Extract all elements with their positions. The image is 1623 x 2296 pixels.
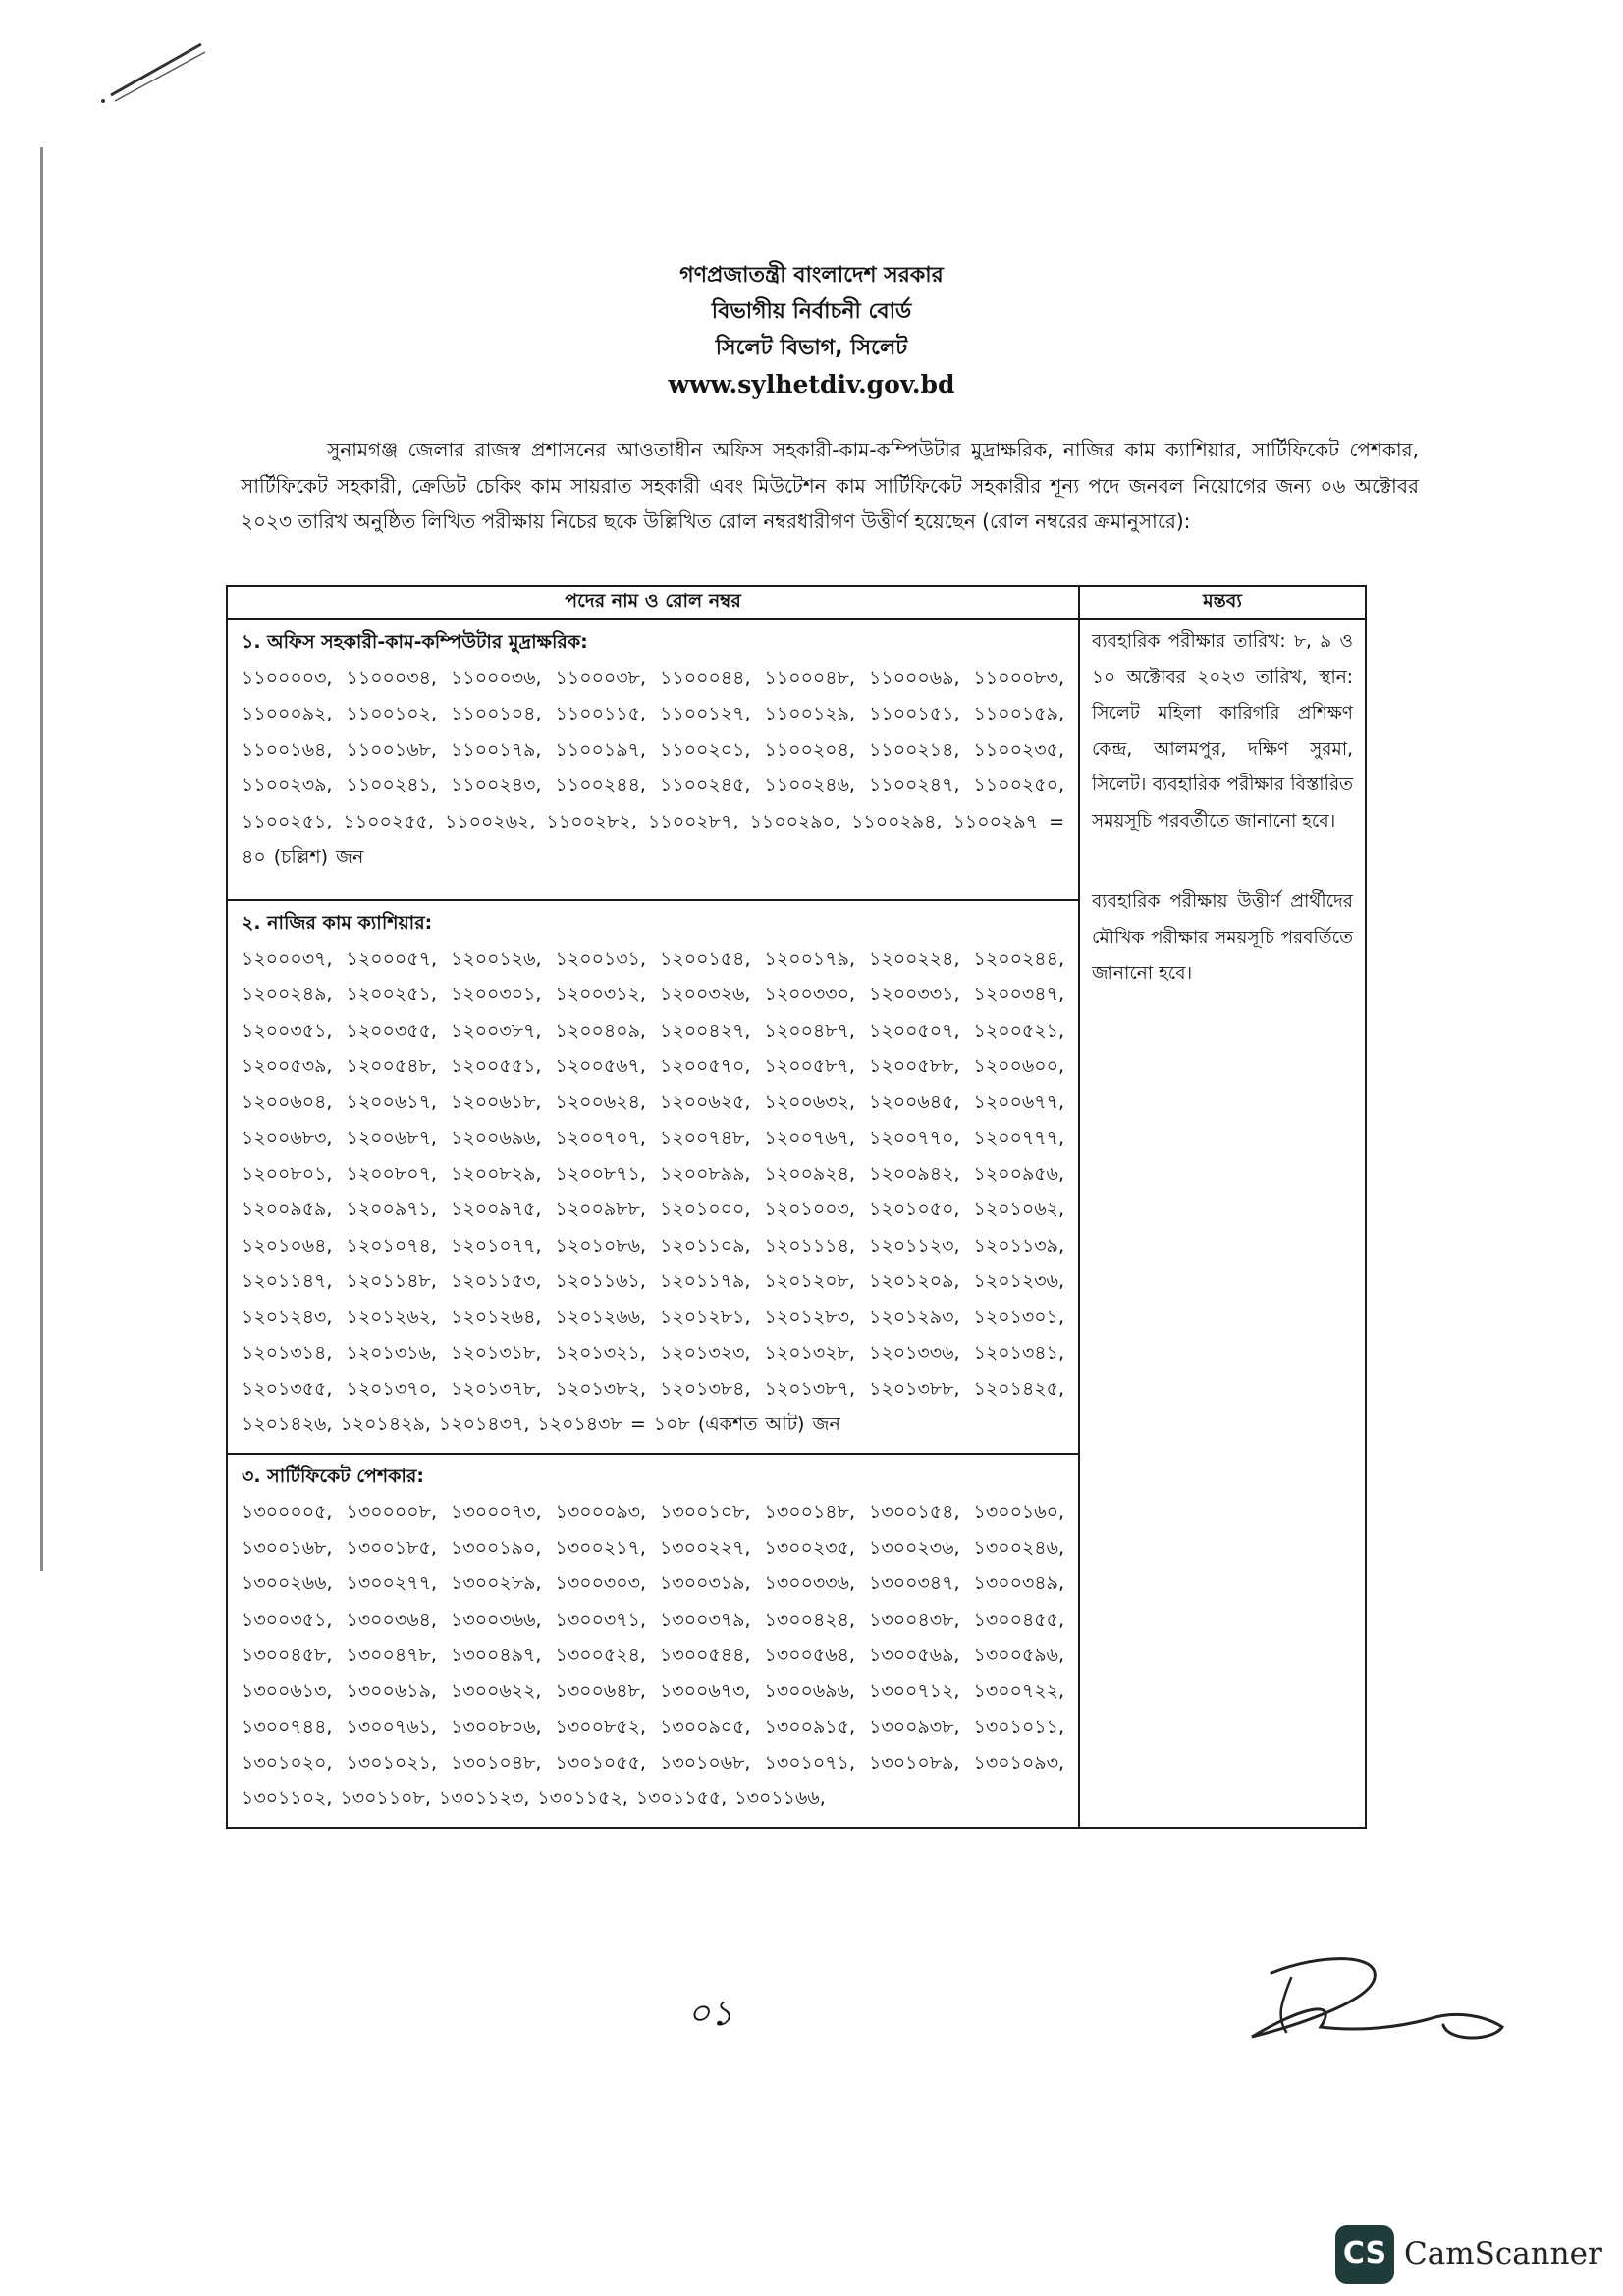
- roll-numbers: ১১০০০০৩, ১১০০০৩৪, ১১০০০৩৬, ১১০০০৩৮, ১১০০০৪৪, ১১০০০৪৮, ১১০০০৬৯, ১১০০০৮৩, ১১০০০৯২, ১১০০১০২, ১১০০১০৪, ১১০০১১৫, ১১০০১২৭, ১১০০১২৯, ১১০০১৫১, ১১০০১৫৯, ১১০০১৬৪, ১১০০১৬৮, ১১০০১৭৯, ১১০০১৯৭, ১১০০২০১, ১১০০২০৪, ১১০০২১৪, ১১০০২৩৫, ১১০০২৩৯, ১১০০২৪১, ১১০০২৪৩, ১১০০২৪৪, ১১০০২৪৫, ১১০০২৪৬, ১১০০২৪৭, ১১০০২৫০, ১১০০২৫১, ১১০০২৫৫, ১১০০২৬২, ১১০০২৮২, ১১০০২৮৭, ১১০০২৯০, ১১০০২৯৪, ১১০০২৯৭ = ৪০ (চল্লিশ) জন: [242, 667, 1064, 868]
- post-title: ৩. সার্টিফিকেট পেশকার:: [242, 1465, 424, 1487]
- post-cell-nazir-cashier: [227, 900, 1079, 1454]
- board-name: বিভাগীয় নির্বাচনী বোর্ড: [711, 299, 912, 324]
- viva-exam-remark: ব্যবহারিক পরীক্ষায় উত্তীর্ণ প্রার্থীদের মৌখিক পরীক্ষার সময়সূচি পরবর্তিতে জানানো হবে।: [1092, 891, 1353, 984]
- website-address: www.sylhetdiv.gov.bd: [668, 370, 955, 399]
- post-roll-header: পদের নাম ও রোল নম্বর: [227, 586, 1079, 619]
- post-title: ১. অফিস সহকারী-কাম-কম্পিউটার মুদ্রাক্ষরিক:: [242, 631, 588, 653]
- page-number: ০১: [687, 1994, 733, 2034]
- camscanner-badge-text: CS: [1342, 2236, 1387, 2270]
- division-name: সিলেট বিভাগ, সিলেট: [715, 336, 908, 360]
- post-cell-certificate-peshkar: [227, 1454, 1079, 1828]
- post-title: ২. নাজির কাম ক্যাশিয়ার:: [242, 912, 433, 934]
- roll-numbers: ১২০০০৩৭, ১২০০০৫৭, ১২০০১২৬, ১২০০১৩১, ১২০০১৫৪, ১২০০১৭৯, ১২০০২২৪, ১২০০২৪৪, ১২০০২৪৯, ১২০০২৫১, ১২০০৩০১, ১২০০৩১২, ১২০০৩২৬, ১২০০৩৩০, ১২০০৩৩১, ১২০০৩৪৭, ১২০০৩৫১, ১২০০৩৫৫, ১২০০৩৮৭, ১২০০৪০৯, ১২০০৪২৭, ১২০০৪৮৭, ১২০০৫০৭, ১২০০৫২১, ১২০০৫৩৯, ১২০০৫৪৮, ১২০০৫৫১, ১২০০৫৬৭, ১২০০৫৭০, ১২০০৫৮৭, ১২০০৫৮৮, ১২০০৬০০, ১২০০৬০৪, ১২০০৬১৭, ১২০০৬১৮, ১২০০৬২৪, ১২০০৬২৫, ১২০০৬৩২, ১২০০৬৪৫, ১২০০৬৭৭, ১২০০৬৮৩, ১২০০৬৮৭, ১২০০৬৯৬, ১২০০৭০৭, ১২০০৭৪৮, ১২০০৭৬৭, ১২০০৭৭০, ১২০০৭৭৭, ১২০০৮০১, ১২০০৮০৭, ১২০০৮২৯, ১২০০৮৭১, ১২০০৮৯৯, ১২০০৯২৪, ১২০০৯৪২, ১২০০৯৫৬, ১২০০৯৫৯, ১২০০৯৭১, ১২০০৯৭৫, ১২০০৯৮৮, ১২০১০০০, ১২০১০০৩, ১২০১০৫০, ১২০১০৬২, ১২০১০৬৪, ১২০১০৭৪, ১২০১০৭৭, ১২০১০৮৬, ১২০১১০৯, ১২০১১১৪, ১২০১১২৩, ১২০১১৩৯, ১২০১১৪৭, ১২০১১৪৮, ১২০১১৫৩, ১২০১১৬১, ১২০১১৭৯, ১২০১২০৮, ১২০১২০৯, ১২০১২৩৬, ১২০১২৪৩, ১২০১২৬২, ১২০১২৬৪, ১২০১২৬৬, ১২০১২৮১, ১২০১২৮৩, ১২০১২৯৩, ১২০১৩০১, ১২০১৩১৪, ১২০১৩১৬, ১২০১৩১৮, ১২০১৩২১, ১২০১৩২৩, ১২০১৩২৮, ১২০১৩৩৬, ১২০১৩৪১, ১২০১৩৫৫, ১২০১৩৭০, ১২০১৩৭৮, ১২০১৩৮২, ১২০১৩৮৪, ১২০১৩৮৭, ১২০১৩৮৮, ১২০১৪২৫, ১২০১৪২৬, ১২০১৪২৯, ১২০১৪৩৭, ১২০১৪৩৮ = ১০৮ (একশত আট) জন: [242, 947, 1064, 1435]
- practical-exam-remark: ব্যবহারিক পরীক্ষার তারিখ: ৮, ৯ ও ১০ অক্টোবর ২০২৩ তারিখ, স্থান: সিলেট মহিলা কারিগরি প্রশিক্ষণ কেন্দ্র, আলমপুর, দক্ষিণ সুরমা, সিলেট। ব্যবহারিক পরীক্ষার বিস্তারিত সময়সূচি পরবর্তীতে জানানো হবে।: [1092, 631, 1353, 831]
- intro-paragraph: [241, 432, 1419, 540]
- camscanner-watermark-text: CamScanner: [1404, 2236, 1602, 2271]
- remarks-cell: [1079, 619, 1366, 1828]
- scan-artifact-mark: [93, 34, 211, 113]
- results-table: [226, 585, 1367, 1829]
- remarks-header: মন্তব্য: [1079, 586, 1366, 619]
- intro-text: সুনামগঞ্জ জেলার রাজস্ব প্রশাসনের আওতাধীন অফিস সহকারী-কাম-কম্পিউটার মুদ্রাক্ষরিক, নাজির কাম ক্যাশিয়ার, সার্টিফিকেট পেশকার, সার্টিফিকেট সহকারী, ক্রেডিট চেকিং কাম সায়রাত সহকারী এবং মিউটেশন কাম সার্টিফিকেট সহকারীর শূন্য পদে জনবল নিয়োগের জন্য ০৬ অক্টোবর ২০২৩ তারিখ অনুষ্ঠিত লিখিত পরীক্ষায় নিচের ছকে উল্লিখিত রোল নম্বরধারীগণ উত্তীর্ণ হয়েছেন (রোল নম্বরের ক্রমানুসারে):: [241, 438, 1419, 533]
- camscanner-logo: [1335, 2225, 1394, 2284]
- table-row: [227, 619, 1366, 900]
- handwritten-signature: [1232, 1949, 1527, 2056]
- post-cell-office-assistant: [227, 619, 1079, 900]
- government-name: গণপ্রজাতন্ত্রী বাংলাদেশ সরকার: [679, 263, 944, 288]
- document-header: [0, 257, 1623, 402]
- roll-numbers: ১৩০০০০৫, ১৩০০০০৮, ১৩০০০৭৩, ১৩০০০৯৩, ১৩০০১০৮, ১৩০০১৪৮, ১৩০০১৫৪, ১৩০০১৬০, ১৩০০১৬৮, ১৩০০১৮৫, ১৩০০১৯০, ১৩০০২১৭, ১৩০০২২৭, ১৩০০২৩৫, ১৩০০২৩৬, ১৩০০২৪৬, ১৩০০২৬৬, ১৩০০২৭৭, ১৩০০২৮৯, ১৩০০৩০৩, ১৩০০৩১৯, ১৩০০৩৩৬, ১৩০০৩৪৭, ১৩০০৩৪৯, ১৩০০৩৫১, ১৩০০৩৬৪, ১৩০০৩৬৬, ১৩০০৩৭১, ১৩০০৩৭৯, ১৩০০৪২৪, ১৩০০৪৩৮, ১৩০০৪৫৫, ১৩০০৪৫৮, ১৩০০৪৭৮, ১৩০০৪৯৭, ১৩০০৫২৪, ১৩০০৫৪৪, ১৩০০৫৬৪, ১৩০০৫৬৯, ১৩০০৫৯৬, ১৩০০৬১৩, ১৩০০৬১৯, ১৩০০৬২২, ১৩০০৬৪৮, ১৩০০৬৭৩, ১৩০০৬৯৬, ১৩০০৭১২, ১৩০০৭২২, ১৩০০৭৪৪, ১৩০০৭৬১, ১৩০০৮০৬, ১৩০০৮৫২, ১৩০০৯০৫, ১৩০০৯১৫, ১৩০০৯৩৮, ১৩০১০১১, ১৩০১০২০, ১৩০১০২১, ১৩০১০৪৮, ১৩০১০৫৫, ১৩০১০৬৮, ১৩০১০৭১, ১৩০১০৮৯, ১৩০১০৯৩, ১৩০১১০২, ১৩০১১০৮, ১৩০১১২৩, ১৩০১১৫২, ১৩০১১৫৫, ১৩০১১৬৬,: [242, 1501, 1065, 1809]
- table-header-row: [227, 586, 1366, 619]
